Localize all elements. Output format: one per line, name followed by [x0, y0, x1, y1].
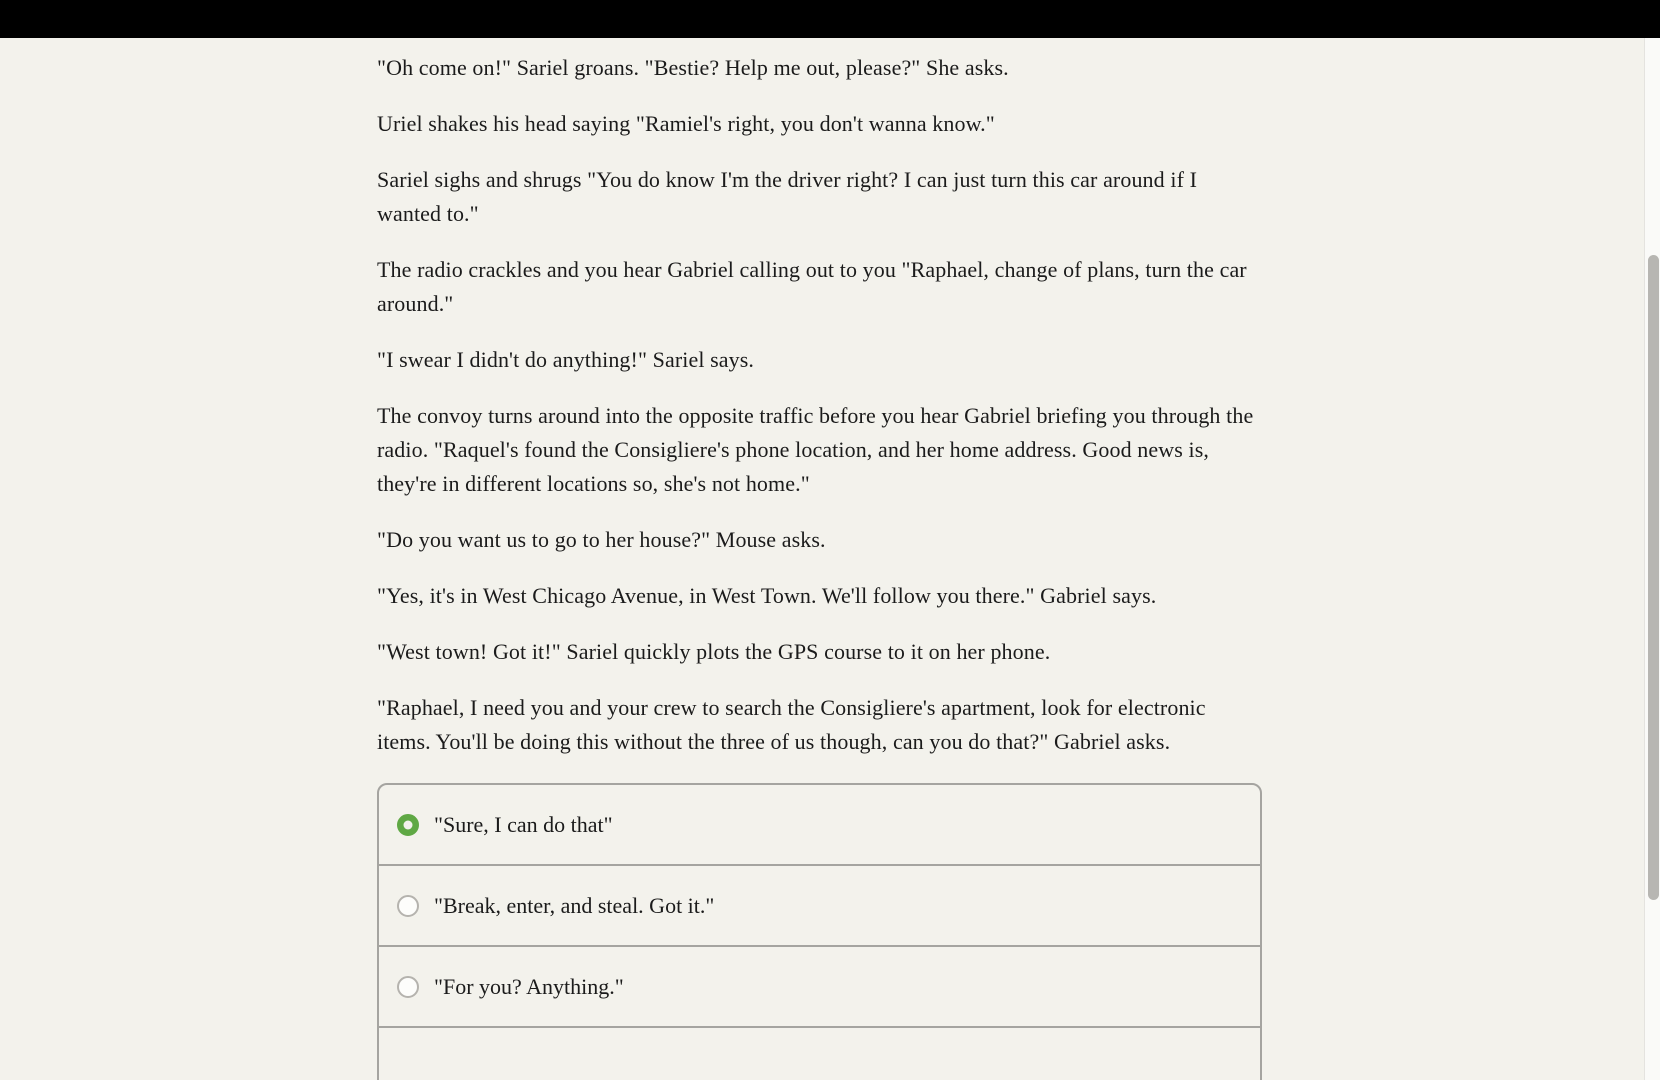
choice-option-label: "Sure, I can do that": [434, 811, 613, 837]
choice-option-partial[interactable]: [379, 1028, 1260, 1080]
story-paragraph: "Do you want us to go to her house?" Mouse asks.: [377, 527, 826, 552]
story-paragraph: "Raphael, I need you and your crew to search the Consigliere's apartment, look for electronic items. You'll be doing this without the three of us though, can you do that?" Gabriel asks.: [377, 695, 1206, 754]
choice-option[interactable]: [379, 785, 1260, 866]
story-paragraph: "I swear I didn't do anything!" Sariel says.: [377, 347, 755, 372]
choice-option-label: "For you? Anything.": [434, 973, 624, 999]
radio-button-icon[interactable]: [397, 976, 419, 998]
radio-button-icon[interactable]: [397, 895, 419, 917]
choice-option-label: "Break, enter, and steal. Got it.": [434, 892, 715, 918]
story-paragraphs: [377, 51, 1262, 759]
story-paragraph: The radio crackles and you hear Gabriel calling out to you "Raphael, change of plans, turn the car around.": [377, 257, 1247, 316]
top-black-bar: [0, 0, 1660, 38]
story-paragraph: Uriel shakes his head saying "Ramiel's right, you don't wanna know.": [377, 111, 995, 136]
story-paragraph: "West town! Got it!" Sariel quickly plots the GPS course to it on her phone.: [377, 639, 1051, 664]
story-content: [377, 38, 1262, 1080]
choice-option[interactable]: [379, 947, 1260, 1028]
story-paragraph: The convoy turns around into the opposite traffic before you hear Gabriel briefing you through the radio. "Raquel's found the Consigliere's phone location, and her home address. Good news is, they're in different locations so, she's not home.": [377, 403, 1254, 496]
choice-list: [377, 783, 1262, 1080]
story-paragraph: Sariel sighs and shrugs "You do know I'm the driver right? I can just turn this car around if I wanted to.": [377, 167, 1198, 226]
story-paragraph: "Oh come on!" Sariel groans. "Bestie? Help me out, please?" She asks.: [377, 55, 1009, 80]
story-paragraph: "Yes, it's in West Chicago Avenue, in West Town. We'll follow you there." Gabriel says.: [377, 583, 1157, 608]
scrollbar-thumb[interactable]: [1648, 255, 1659, 900]
scrollbar-track[interactable]: [1644, 38, 1660, 1080]
choice-option[interactable]: [379, 866, 1260, 947]
radio-button-icon-selected[interactable]: [397, 814, 419, 836]
